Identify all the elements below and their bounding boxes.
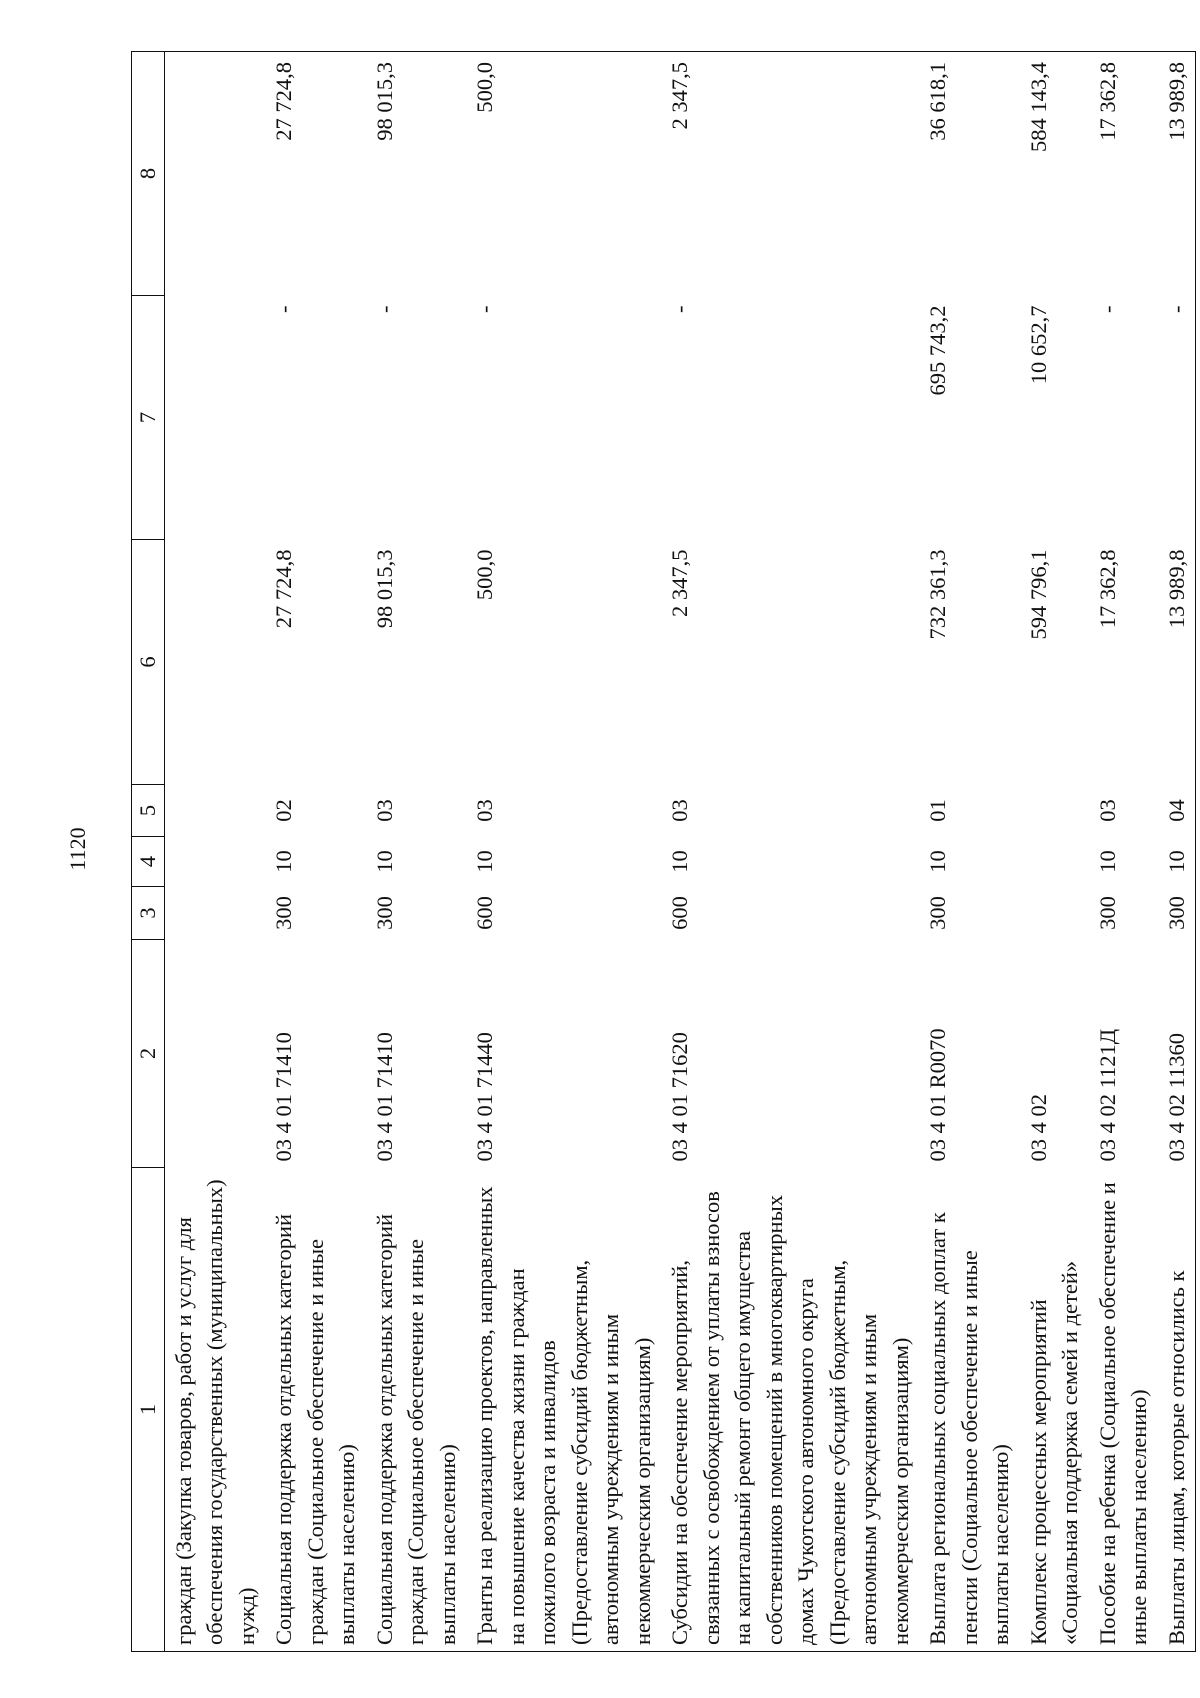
row-federal: 695 743,2 bbox=[925, 305, 950, 396]
row-regional bbox=[164, 52, 265, 296]
row-regional: 13 989,8 bbox=[1158, 52, 1196, 296]
row-name: Выплата региональных социальных доплат к пенсии (Социальное обеспечение и иные выплаты населению) bbox=[919, 1168, 1020, 1652]
row-sum: 17 362,8 bbox=[1094, 549, 1120, 629]
row-federal: - bbox=[667, 305, 692, 313]
row-regional: 27 724,8 bbox=[265, 52, 366, 296]
row-code: 03 4 02 11360 bbox=[1158, 940, 1196, 1168]
row-code: 03 4 01 71410 bbox=[371, 1032, 397, 1162]
row-podrazdel: 03 bbox=[1094, 799, 1120, 822]
table-row bbox=[919, 52, 1020, 1652]
row-code: 03 4 02 1121Д bbox=[1094, 1028, 1120, 1162]
row-name: Комплекс процессных мероприятий «Социальная поддержка семей и детей» bbox=[1020, 1168, 1089, 1652]
table-row bbox=[466, 52, 661, 1652]
row-podrazdel: 03 bbox=[371, 799, 397, 822]
row-vid bbox=[164, 887, 265, 940]
row-name: Пособие на ребенка (Социальное обеспечение и иные выплаты населению) bbox=[1089, 1168, 1158, 1652]
page-number: 1120 bbox=[65, 827, 90, 871]
row-razdel: 10 bbox=[1094, 850, 1120, 873]
row-regional: 17 362,8 bbox=[1089, 52, 1158, 296]
table-row bbox=[1020, 52, 1089, 1652]
row-federal: - bbox=[1094, 305, 1120, 313]
col-header-5: 5 bbox=[132, 785, 165, 837]
row-razdel: 10 bbox=[667, 850, 692, 873]
row-vid: 300 bbox=[925, 896, 950, 930]
row-name: Выплаты лицам, которые относились к bbox=[1158, 1168, 1196, 1652]
row-sum bbox=[164, 540, 265, 785]
row-podrazdel: 03 bbox=[667, 799, 692, 822]
row-podrazdel: 03 bbox=[472, 799, 497, 822]
col-header-6: 6 bbox=[132, 540, 165, 785]
row-name: Социальная поддержка отдельных категорий граждан (Социальное обеспечение и иные выплаты населению) bbox=[366, 1168, 467, 1652]
row-federal: - bbox=[271, 305, 296, 313]
row-razdel: 10 bbox=[1158, 837, 1196, 887]
row-vid: 600 bbox=[472, 896, 497, 930]
row-code: 03 4 01 R0070 bbox=[925, 1028, 950, 1162]
row-podrazdel: 01 bbox=[925, 799, 950, 822]
row-razdel bbox=[164, 837, 265, 887]
row-sum: 594 796,1 bbox=[1025, 549, 1051, 640]
row-vid: 300 bbox=[1094, 896, 1120, 930]
row-podrazdel bbox=[164, 785, 265, 837]
col-header-8: 8 bbox=[132, 52, 165, 296]
header-row bbox=[132, 52, 165, 1652]
row-sum: 2 347,5 bbox=[667, 549, 692, 617]
row-razdel: 10 bbox=[271, 850, 296, 873]
row-code: 03 4 01 71620 bbox=[667, 1032, 692, 1162]
row-name: Субсидии на обеспечение мероприятий, связанных с освобождением от уплаты взносов на капитальный ремонт общего имущества собственников помещений в многоквартирных домах Чукотского автономного округа (Предоставление субсидий бюджетным, автономным учреждениям и иным некоммерческим организациям) bbox=[661, 1168, 919, 1652]
row-razdel: 10 bbox=[371, 850, 397, 873]
row-regional: 2 347,5 bbox=[661, 52, 919, 296]
row-razdel bbox=[1020, 837, 1089, 887]
row-regional: 584 143,4 bbox=[1020, 52, 1089, 296]
row-regional: 500,0 bbox=[466, 52, 661, 296]
row-federal: - bbox=[472, 305, 497, 313]
row-podrazdel bbox=[1020, 785, 1089, 837]
row-razdel: 10 bbox=[925, 850, 950, 873]
row-vid: 300 bbox=[271, 896, 296, 930]
table-row bbox=[1089, 52, 1158, 1652]
row-federal: - bbox=[371, 305, 397, 313]
row-name: Социальная поддержка отдельных категорий граждан (Социальное обеспечение и иные выплаты населению) bbox=[265, 1168, 366, 1652]
row-name: граждан (Закупка товаров, работ и услуг для обеспечения государственных (муниципальных) нужд) bbox=[164, 1168, 265, 1652]
table-row bbox=[265, 52, 366, 1652]
row-federal: 10 652,7 bbox=[1025, 305, 1051, 385]
row-regional: 98 015,3 bbox=[366, 52, 467, 296]
row-federal: - bbox=[1158, 296, 1196, 540]
rotated-page bbox=[131, 52, 1189, 1652]
row-vid: 300 bbox=[371, 896, 397, 930]
col-header-3: 3 bbox=[132, 887, 165, 940]
row-code bbox=[164, 940, 265, 1168]
row-podrazdel: 04 bbox=[1158, 785, 1196, 837]
row-sum: 98 015,3 bbox=[371, 549, 397, 629]
row-regional: 36 618,1 bbox=[919, 52, 1020, 296]
col-header-2: 2 bbox=[132, 940, 165, 1168]
row-vid: 600 bbox=[667, 896, 692, 930]
row-sum: 732 361,3 bbox=[925, 549, 950, 640]
table-row bbox=[661, 52, 919, 1652]
budget-table bbox=[131, 51, 1196, 1652]
table-body bbox=[164, 52, 1196, 1652]
row-sum: 13 989,8 bbox=[1158, 540, 1196, 785]
col-header-4: 4 bbox=[132, 837, 165, 887]
row-name: Гранты на реализацию проектов, направленных на повышение качества жизни граждан пожилого возраста и инвалидов (Предоставление субсидий бюджетным, автономным учреждениям и иным некоммерческим организациям) bbox=[466, 1168, 661, 1652]
row-vid: 300 bbox=[1158, 887, 1196, 940]
table-row bbox=[164, 52, 265, 1652]
row-vid bbox=[1020, 887, 1089, 940]
table-row bbox=[366, 52, 467, 1652]
row-code: 03 4 02 bbox=[1025, 1094, 1051, 1162]
row-razdel: 10 bbox=[472, 850, 497, 873]
row-sum: 500,0 bbox=[472, 549, 497, 601]
row-podrazdel: 02 bbox=[271, 799, 296, 822]
col-header-1: 1 bbox=[132, 1168, 165, 1652]
row-code: 03 4 01 71410 bbox=[271, 1032, 296, 1162]
row-sum: 27 724,8 bbox=[271, 549, 296, 629]
table-row bbox=[1158, 52, 1196, 1652]
col-header-7: 7 bbox=[132, 296, 165, 540]
row-federal bbox=[164, 296, 265, 540]
row-code: 03 4 01 71440 bbox=[472, 1032, 497, 1162]
